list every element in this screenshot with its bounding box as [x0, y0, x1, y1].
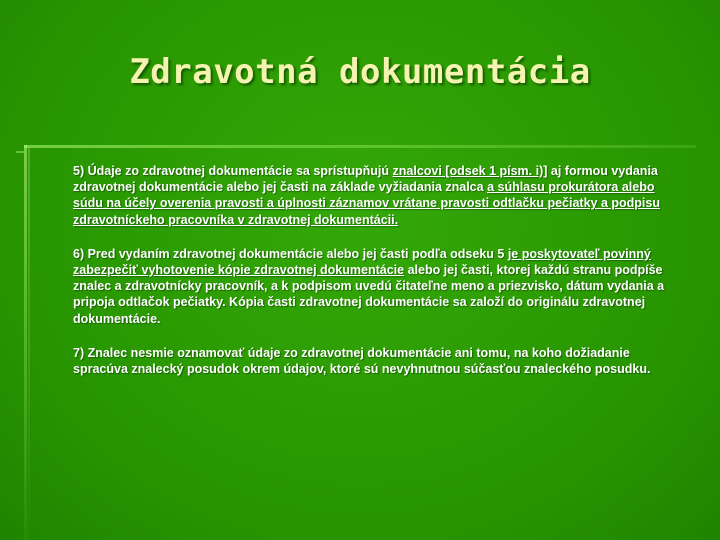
paragraph-6 [73, 246, 683, 327]
paragraph-5-text: 5) Údaje zo zdravotnej dokumentácie sa sprístupňujú [73, 164, 393, 178]
paragraph-5 [73, 163, 683, 228]
slide-title: Zdravotná dokumentácia [129, 52, 591, 92]
paragraph-5-underlined-consent: a súhlasu prokurátora alebo súdu na účely overenia pravosti a úplnosti záznamov vrátane pravosti odtlačku pečiatky a podpisu zdravotníckeho pracovníka v zdravotnej dokumentácii. [73, 180, 660, 227]
paragraph-7 [73, 345, 683, 377]
paragraph-5-underlined-reference: znalcovi [odsek 1 písm. i)] [392, 164, 548, 178]
slide-body [73, 163, 683, 395]
decorative-top-tick [16, 151, 24, 153]
paragraph-7-text: 7) Znalec nesmie oznamovať údaje zo zdravotnej dokumentácie ani tomu, na koho dožiadanie spracúva znalecký posudok okrem údajov, ktoré sú nevyhnutnou súčasťou znaleckého posudku. [73, 345, 651, 377]
paragraph-5-text-cont: aj formou vydania zdravotnej dokumentácie alebo jej časti na základe vyžiadania znalca [73, 164, 658, 195]
paragraph-6-text-cont: alebo jej časti, ktorej každú stranu podpíše znalec a zdravotnícky pracovník, a k podpisom uvedú čitateľne meno a priezvisko, dátum vydania a pripoja odtlačok pečiatky. Kópia časti zdravotnej dokumentácie sa založí do originálu zdravotnej dokumentácie. [73, 263, 665, 326]
decorative-top-bar [24, 145, 696, 148]
paragraph-6-text: 6) Pred vydaním zdravotnej dokumentácie alebo jej časti podľa odseku 5 [73, 246, 508, 261]
decorative-left-line [28, 148, 30, 540]
paragraph-6-underlined-obligation: je poskytovateľ povinný zabezpečiť vyhotovenie kópie zdravotnej dokumentácie [73, 246, 651, 278]
decorative-left-bar [24, 145, 27, 540]
